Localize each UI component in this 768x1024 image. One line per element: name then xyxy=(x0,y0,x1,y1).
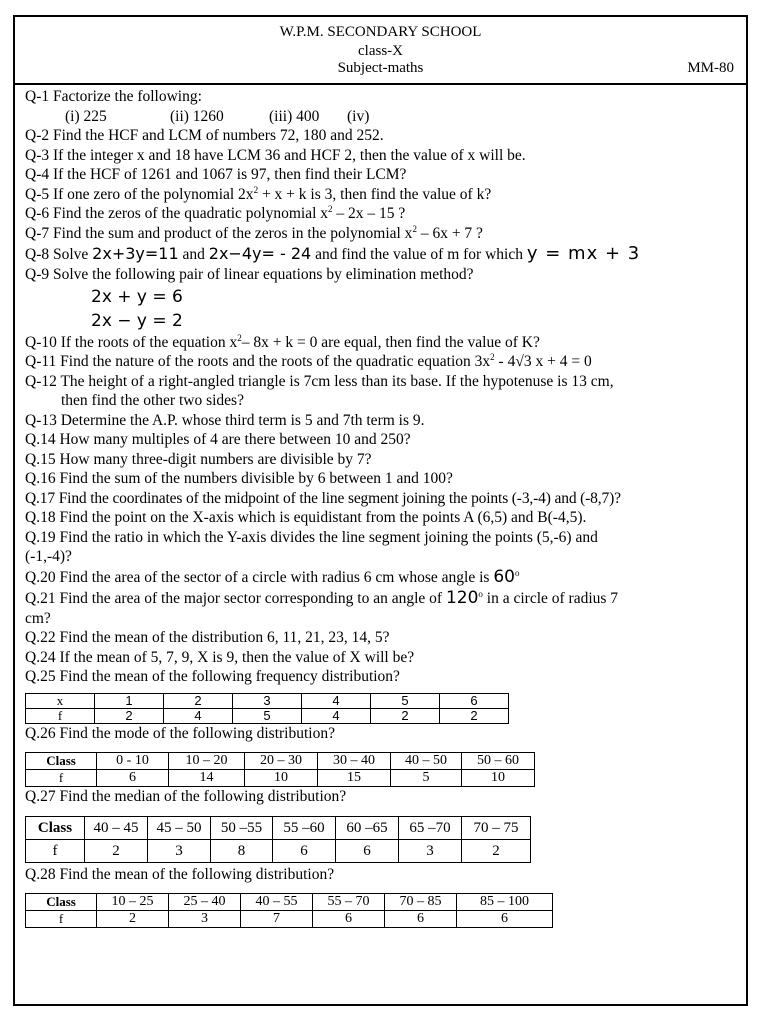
table-cell: 50 –55 xyxy=(211,816,273,839)
question-21-cont: cm? xyxy=(25,609,51,627)
table-cell: 4 xyxy=(302,693,371,708)
question-19: Q.19 Find the ratio in which the Y-axis divides the line segment joining the points (5,-6) and xyxy=(25,528,598,546)
table-cell: 50 – 60 xyxy=(462,753,535,770)
question-6: Q-6 Find the zeros of the quadratic polynomial $x^2 - 2x - 15$ ? xyxy=(25,204,406,222)
class-line: class-X xyxy=(358,43,403,59)
table-cell: 15 xyxy=(318,770,391,787)
table-row xyxy=(26,911,553,928)
table-cell: 10 – 25 xyxy=(97,894,169,911)
option-ii: (ii) 1260 xyxy=(170,107,224,125)
question-1-options xyxy=(25,107,740,127)
table-cell: 60 –65 xyxy=(336,816,399,839)
table-cell: 55 –60 xyxy=(273,816,336,839)
question-2: Q-2 Find the HCF and LCM of numbers 72, 180 and 252. xyxy=(25,127,384,144)
frequency-table-q27 xyxy=(25,816,531,863)
question-9: Q-9 Solve the following pair of linear equations by elimination method? xyxy=(25,266,474,283)
table-cell: 6 xyxy=(440,693,509,708)
question-7: Q-7 Find the sum and product of the zeros in the polynomial $x^2 - 6x + 7$ ? xyxy=(25,223,483,242)
question-18: Q.18 Find the point on the X-axis which is equidistant from the points A (6,5) and B(-4,5). xyxy=(25,509,587,526)
max-marks: MM-80 xyxy=(687,60,734,76)
table-cell: 2 xyxy=(85,839,148,862)
row-label-f: f xyxy=(26,708,95,723)
table-cell: 6 xyxy=(336,839,399,862)
table-cell: 6 xyxy=(457,911,553,928)
equation-2: 2x − y = 2 xyxy=(91,310,183,331)
question-13: Q-13 Determine the A.P. whose third term is 5 and 7th term is 9. xyxy=(25,411,425,429)
table-cell: 5 xyxy=(391,770,462,787)
table-cell: 6 xyxy=(385,911,457,928)
table-cell: 3 xyxy=(148,839,211,862)
table-cell: 7 xyxy=(241,911,313,928)
table-cell: 2 xyxy=(95,708,164,723)
row-label-f: f xyxy=(26,770,97,787)
row-label-f: f xyxy=(26,839,85,862)
table-row xyxy=(26,753,535,770)
row-label-x: x xyxy=(26,693,95,708)
question-5: Q-5 If one zero of the polynomial $2x^2 + x + k$ is 3, then find the value of k? xyxy=(25,184,492,203)
table-cell: 3 xyxy=(169,911,241,928)
option-i: (i) 225 xyxy=(65,107,107,125)
table-cell: 40 – 45 xyxy=(85,816,148,839)
table-cell: 65 –70 xyxy=(399,816,462,839)
row-label-f: f xyxy=(26,911,97,928)
table-cell: 2 xyxy=(164,693,233,708)
row-label-class: Class xyxy=(26,816,85,839)
table-cell: 10 – 20 xyxy=(169,753,245,770)
question-paper xyxy=(13,15,748,1006)
table-cell: 40 – 50 xyxy=(391,753,462,770)
table-cell: 10 xyxy=(245,770,318,787)
table-row xyxy=(26,693,509,708)
table-cell: 3 xyxy=(399,839,462,862)
table-cell: 1 xyxy=(95,693,164,708)
question-15: Q.15 How many three-digit numbers are divisible by 7? xyxy=(25,450,372,468)
table-row xyxy=(26,839,531,862)
frequency-table-q25 xyxy=(25,693,509,724)
table-cell: 4 xyxy=(302,708,371,723)
table-cell: 20 – 30 xyxy=(245,753,318,770)
subject-line: Subject-maths xyxy=(337,60,424,76)
table-cell: 6 xyxy=(97,770,169,787)
row-label-class: Class xyxy=(26,753,97,770)
question-25: Q.25 Find the mean of the following frequency distribution? xyxy=(25,668,400,685)
question-12-cont: then find the other two sides? xyxy=(61,392,244,409)
question-19-cont: (-1,-4)? xyxy=(25,548,72,565)
question-24: Q.24 If the mean of 5, 7, 9, X is 9, then the value of X will be? xyxy=(25,648,415,666)
table-cell: 4 xyxy=(164,708,233,723)
option-iii: (iii) 400 xyxy=(269,107,320,125)
table-cell: 10 xyxy=(462,770,535,787)
question-20: Q.20 Find the area of the sector of a circle with radius 6 cm whose angle is 60$^o$ xyxy=(25,566,520,587)
table-cell: 8 xyxy=(211,839,273,862)
table-cell: 55 – 70 xyxy=(313,894,385,911)
table-cell: 5 xyxy=(233,708,302,723)
question-27: Q.27 Find the median of the following distribution? xyxy=(25,788,347,805)
school-name: W.P.M. SECONDARY SCHOOL xyxy=(279,24,482,40)
frequency-table-q26 xyxy=(25,752,535,787)
table-cell: 3 xyxy=(233,693,302,708)
table-cell: 70 – 75 xyxy=(462,816,531,839)
table-row xyxy=(26,770,535,787)
question-26: Q.26 Find the mode of the following distribution? xyxy=(25,724,335,742)
table-cell: 2 xyxy=(97,911,169,928)
question-28: Q.28 Find the mean of the following distribution? xyxy=(25,865,335,883)
question-22: Q.22 Find the mean of the distribution 6, 11, 21, 23, 14, 5? xyxy=(25,629,390,646)
table-cell: 6 xyxy=(273,839,336,862)
question-8: Q-8 Solve 2x+3y=11 and 2x−4y= - 24 and find the value of m for which y = mx + 3 xyxy=(25,243,641,264)
question-1: Q-1 Factorize the following: xyxy=(25,88,202,105)
table-cell: 25 – 40 xyxy=(169,894,241,911)
question-17: Q.17 Find the coordinates of the midpoint of the line segment joining the points (-3,-4) and (-8,7)? xyxy=(25,489,621,507)
table-cell: 45 – 50 xyxy=(148,816,211,839)
question-3: Q-3 If the integer x and 18 have LCM 36 and HCF 2, then the value of x will be. xyxy=(25,146,526,164)
table-cell: 5 xyxy=(371,693,440,708)
question-21: Q.21 Find the area of the major sector corresponding to an angle of 120$^o$ in a circle of radius 7 xyxy=(25,587,619,608)
table-cell: 70 – 85 xyxy=(385,894,457,911)
question-14: Q.14 How many multiples of 4 are there between 10 and 250? xyxy=(25,431,411,448)
table-cell: 0 - 10 xyxy=(97,753,169,770)
table-cell: 14 xyxy=(169,770,245,787)
table-cell: 40 – 55 xyxy=(241,894,313,911)
question-10: Q-10 If the roots of the equation $x^2-$ 8x + k = 0 are equal, then find the value of K? xyxy=(25,332,540,351)
question-16: Q.16 Find the sum of the numbers divisible by 6 between 1 and 100? xyxy=(25,470,453,487)
question-12: Q-12 The height of a right-angled triangle is 7cm less than its base. If the hypotenuse is 13 cm, xyxy=(25,372,614,390)
row-label-class: Class xyxy=(26,894,97,911)
table-cell: 6 xyxy=(313,911,385,928)
table-row xyxy=(26,816,531,839)
question-11: Q-11 Find the nature of the roots and the roots of the quadratic equation $3x^2 - 4√3$ x + 4 = 0 xyxy=(25,352,592,370)
paper-header xyxy=(15,17,746,85)
frequency-table-q28 xyxy=(25,893,553,928)
table-row xyxy=(26,708,509,723)
table-cell: 2 xyxy=(371,708,440,723)
option-iv: (iv) xyxy=(347,107,370,125)
table-row xyxy=(26,894,553,911)
table-cell: 2 xyxy=(462,839,531,862)
table-cell: 30 – 40 xyxy=(318,753,391,770)
table-cell: 2 xyxy=(440,708,509,723)
table-cell: 85 – 100 xyxy=(457,894,553,911)
questions xyxy=(25,87,740,928)
equation-1: 2x + y = 6 xyxy=(91,286,183,307)
question-4: Q-4 If the HCF of 1261 and 1067 is 97, then find their LCM? xyxy=(25,166,407,183)
